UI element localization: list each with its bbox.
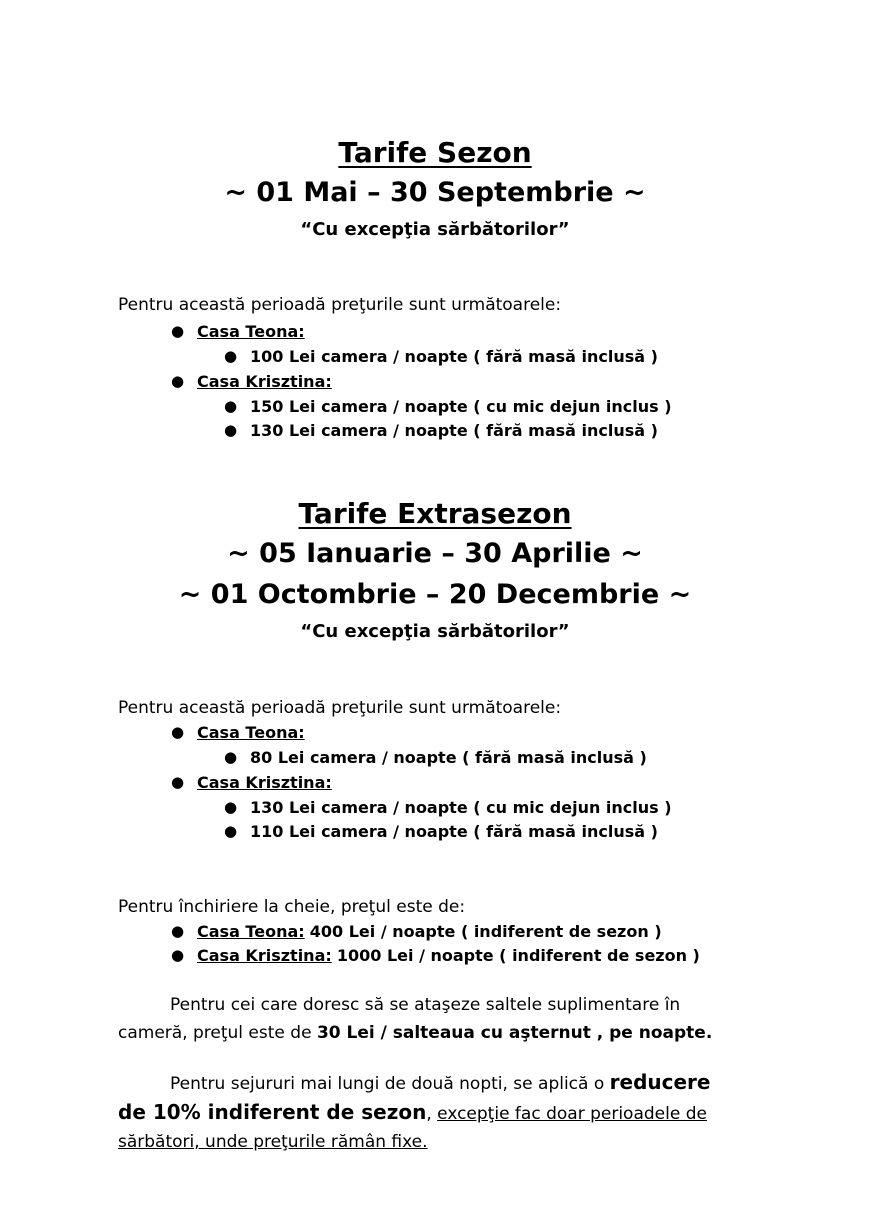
season-krisztina-label: Casa Krisztina: xyxy=(197,372,332,391)
offseason-teona-price-1: 80 Lei camera / noapte ( fără masă inclusă ) xyxy=(250,748,647,767)
whole-rental-teona-label: Casa Teona: xyxy=(197,922,305,941)
offseason-krisztina-price-1: 130 Lei camera / noapte ( cu mic dejun inclus ) xyxy=(250,798,672,817)
bullet-icon: ● xyxy=(224,798,238,816)
season-krisztina-price-2: 130 Lei camera / noapte ( fără masă inclusă ) xyxy=(250,421,658,440)
mattress-text: Pentru cei care doresc să se ataşeze saltele suplimentare în cameră, preţul este de xyxy=(118,995,681,1043)
season-intro: Pentru această perioadă preţurile sunt următoarele: xyxy=(118,295,562,315)
discount-paragraph xyxy=(118,1068,738,1156)
bullet-icon: ● xyxy=(224,822,238,840)
offseason-date-range-1: ~ 05 Ianuarie – 30 Aprilie ~ xyxy=(227,538,643,569)
season-title: Tarife Sezon xyxy=(338,136,532,169)
bullet-icon: ● xyxy=(171,773,185,791)
discount-separator: , xyxy=(426,1104,438,1124)
bullet-icon: ● xyxy=(171,372,185,390)
whole-rental-intro: Pentru închiriere la cheie, preţul este de: xyxy=(118,897,466,917)
season-note: “Cu excepţia sărbătorilor” xyxy=(300,219,570,240)
offseason-teona-label: Casa Teona: xyxy=(197,723,305,742)
whole-rental-krisztina-label: Casa Krisztina: xyxy=(197,946,332,965)
bullet-icon: ● xyxy=(224,397,238,415)
discount-highlight: reducere de 10% indiferent de sezon xyxy=(118,1070,711,1124)
offseason-intro: Pentru această perioadă preţurile sunt următoarele: xyxy=(118,698,562,718)
discount-text: Pentru sejururi mai lungi de două nopti, se aplică o xyxy=(170,1074,610,1094)
offseason-note: “Cu excepţia sărbătorilor” xyxy=(300,621,570,642)
bullet-icon: ● xyxy=(171,922,185,940)
bullet-icon: ● xyxy=(171,322,185,340)
whole-rental-krisztina-price: 1000 Lei / noapte ( indiferent de sezon ) xyxy=(336,946,700,965)
offseason-krisztina-price-2: 110 Lei camera / noapte ( fără masă inclusă ) xyxy=(250,822,658,841)
mattress-price: 30 Lei / salteaua cu aşternut , pe noapte. xyxy=(316,1023,713,1043)
offseason-title: Tarife Extrasezon xyxy=(298,497,572,530)
mattress-paragraph xyxy=(118,991,738,1047)
discount-exception: excepţie fac doar perioadele de sărbători, unde preţurile rămân fixe. xyxy=(118,1104,707,1152)
season-date-range: ~ 01 Mai – 30 Septembrie ~ xyxy=(224,177,646,208)
bullet-icon: ● xyxy=(171,723,185,741)
season-teona-label: Casa Teona: xyxy=(197,322,305,341)
whole-rental-teona xyxy=(197,922,662,941)
offseason-date-range-2: ~ 01 Octombrie – 20 Decembrie ~ xyxy=(178,579,692,610)
offseason-krisztina-label: Casa Krisztina: xyxy=(197,773,332,792)
bullet-icon: ● xyxy=(224,421,238,439)
season-teona-price-1: 100 Lei camera / noapte ( fără masă inclusă ) xyxy=(250,347,658,366)
whole-rental-krisztina xyxy=(197,946,700,965)
season-krisztina-price-1: 150 Lei camera / noapte ( cu mic dejun inclus ) xyxy=(250,397,672,416)
bullet-icon: ● xyxy=(224,347,238,365)
bullet-icon: ● xyxy=(224,748,238,766)
whole-rental-teona-price: 400 Lei / noapte ( indiferent de sezon ) xyxy=(309,922,662,941)
bullet-icon: ● xyxy=(171,946,185,964)
